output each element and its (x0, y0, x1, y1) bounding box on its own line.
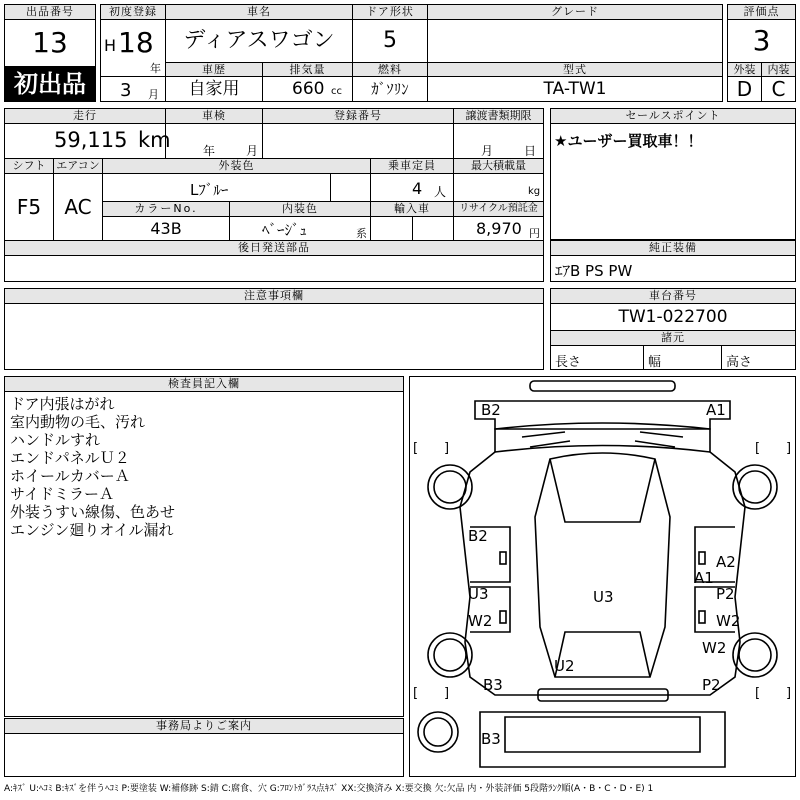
displacement-unit: cc (331, 86, 342, 97)
interior-score-label: 内装 (761, 62, 796, 77)
first-reg-label: 初度登録 (100, 4, 166, 20)
first-reg-month-unit: 月 (148, 88, 159, 101)
mark-a1-top: A1 (706, 401, 726, 419)
interior-score: C (761, 76, 796, 102)
max-load-unit: kg (528, 186, 541, 197)
inspector-note: 外装うすい線傷、色あせ (10, 503, 176, 521)
model: TA-TW1 (427, 76, 723, 102)
width-label: 幅 (648, 355, 662, 370)
caution-label: 注意事項欄 (4, 288, 544, 304)
svg-text:]: ] (444, 441, 450, 456)
doors: 5 (352, 19, 428, 63)
ac: AC (53, 173, 103, 241)
recycle-unit: 円 (529, 227, 540, 240)
svg-text:[: [ (755, 441, 761, 456)
mark-p2-right: P2 (716, 585, 735, 603)
mark-b2-left: B2 (468, 527, 488, 545)
caution-cell (4, 303, 544, 370)
mileage-label: 走行 (4, 108, 166, 124)
capacity: 4 (412, 179, 423, 198)
recycle-label: リサイクル預託金 (453, 201, 544, 217)
office-label: 事務局よりご案内 (4, 718, 404, 734)
mark-a1-right: A1 (694, 569, 714, 587)
score-label: 評価点 (727, 4, 796, 20)
later-parts-cell (4, 255, 544, 282)
car-name-label: 車名 (165, 4, 353, 20)
inspector-note: エンジン廻りオイル漏れ (10, 521, 174, 539)
mark-u3-left: U3 (468, 585, 489, 603)
shift: F5 (4, 173, 54, 241)
chassis-no: TW1-022700 (550, 303, 796, 331)
displacement-label: 排気量 (262, 62, 353, 77)
transfer-day-unit: 日 (524, 144, 537, 158)
score: 3 (727, 19, 796, 63)
transfer-label: 譲渡書類期限 (453, 108, 544, 124)
color-no-label: カラーNo. (102, 201, 230, 217)
reg-no-label: 登録番号 (262, 108, 454, 124)
inspection-label: 車検 (165, 108, 263, 124)
model-label: 型式 (427, 62, 723, 77)
exterior-color-extra (330, 173, 371, 202)
mark-u2: U2 (554, 657, 575, 675)
door-label: ドア形状 (352, 4, 428, 20)
ac-label: エアコン (53, 158, 103, 174)
height-label: 高さ (726, 355, 753, 370)
mark-w2-right-lower: W2 (702, 639, 727, 657)
first-listing-badge: 初出品 (4, 66, 96, 102)
transfer-month-unit: 月 (481, 144, 494, 158)
interior-color-unit: 系 (356, 227, 367, 240)
inspector-note: 室内動物の毛、汚れ (10, 413, 146, 431)
first-reg-year-unit: 年 (150, 62, 161, 75)
equipment-label: 純正装備 (550, 240, 796, 256)
mileage-unit: km (138, 128, 171, 152)
mark-u3-center: U3 (593, 588, 614, 606)
capacity-label: 乗車定員 (370, 158, 454, 174)
exterior-score: D (727, 76, 762, 102)
lot-no-label: 出品番号 (4, 4, 96, 20)
inspector-note: サイドミラーＡ (10, 485, 114, 503)
chassis-label: 車台番号 (550, 288, 796, 304)
history-label: 車歴 (165, 62, 263, 77)
exterior-color: Lﾌﾞﾙｰ (190, 181, 229, 199)
interior-color-label: 内装色 (229, 201, 371, 217)
car-outline (410, 377, 795, 776)
svg-text:[: [ (413, 686, 419, 701)
inspector-note: ホイールカバーＡ (10, 467, 130, 485)
svg-text:[: [ (413, 441, 419, 456)
later-parts-label: 後日発送部品 (4, 240, 544, 256)
recycle: 8,970 (476, 219, 522, 238)
mark-b3-bottom: B3 (481, 730, 501, 748)
inspector-note: ドア内張はがれ (10, 395, 115, 413)
fuel: ｶﾞｿﾘﾝ (352, 76, 428, 102)
import-label: 輸入車 (370, 201, 454, 217)
first-reg-month: 3 (120, 80, 132, 101)
shift-label: シフト (4, 158, 54, 174)
reg-no-cell (262, 123, 454, 159)
grade-label: グレード (427, 4, 723, 20)
svg-text:]: ] (444, 686, 450, 701)
displacement: 660 (292, 79, 325, 99)
interior-color: ﾍﾞｰｼﾞｭ (262, 221, 308, 239)
exterior-score-label: 外装 (727, 62, 762, 77)
sales-point: ★ユーザー買取車！！ (554, 132, 703, 150)
lot-no: 13 (4, 19, 96, 67)
length-label: 長さ (555, 355, 582, 370)
import-cell-b (412, 216, 454, 241)
inspector-note: ハンドルすれ (10, 431, 101, 449)
office-cell (4, 733, 404, 777)
sales-point-label: セールスポイント (550, 108, 796, 124)
first-reg-era: H (104, 36, 117, 55)
svg-text:]: ] (786, 686, 792, 701)
mark-b3-left: B3 (483, 676, 503, 694)
mark-p2-bottom: P2 (702, 676, 721, 694)
max-load-label: 最大積載量 (453, 158, 544, 174)
mark-w2-right: W2 (716, 612, 741, 630)
mileage: 59,115 (54, 128, 128, 152)
inspector-note: エンドパネルＵ２ (10, 449, 130, 467)
history: 自家用 (165, 76, 263, 102)
equipment: ｴｱB PS PW (555, 262, 633, 280)
inspection-year-unit: 年 (203, 144, 216, 158)
svg-text:[: [ (755, 686, 761, 701)
exterior-color-label: 外装色 (102, 158, 371, 174)
inspector-label: 検査員記入欄 (4, 376, 404, 392)
first-reg-year: 18 (118, 26, 154, 59)
mark-w2-left: W2 (468, 612, 493, 630)
capacity-unit: 人 (434, 185, 447, 199)
mark-b2-top: B2 (481, 401, 501, 419)
color-no: 43B (102, 216, 230, 241)
dims-label: 諸元 (550, 330, 796, 346)
car-diagram (409, 376, 796, 777)
svg-text:]: ] (786, 441, 792, 456)
import-cell-a (370, 216, 413, 241)
grade (427, 19, 723, 63)
legend: A:ｷｽﾞ U:ﾍｺﾐ B:ｷｽﾞを伴うﾍｺﾐ P:要塗装 W:補修跡 S:錆 C:腐食、穴 G:ﾌﾛﾝﾄｶﾞﾗｽ点ｷｽﾞ XX:交換済み X:要交換 欠:欠品 内・外装評価 5段階ﾗﾝｸ順(A・B・C・D・E) 1 (4, 784, 654, 794)
car-name: ディアスワゴン (165, 19, 353, 63)
inspection-month-unit: 月 (246, 144, 259, 158)
fuel-label: 燃料 (352, 62, 428, 77)
mark-a2-right: A2 (716, 553, 736, 571)
inspector-notes (4, 391, 404, 717)
